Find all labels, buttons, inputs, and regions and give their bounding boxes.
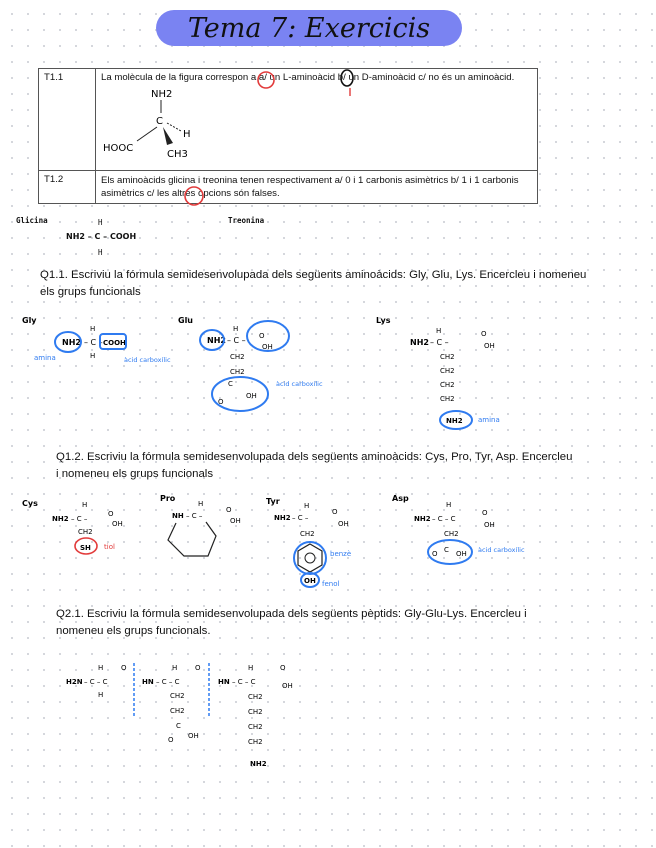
svg-text:– C – C: – C – C <box>84 678 108 686</box>
svg-text:amina: amina <box>478 416 500 424</box>
svg-text:amina: amina <box>34 354 56 362</box>
svg-text:CH2: CH2 <box>248 723 263 731</box>
svg-text:CH2: CH2 <box>170 707 185 715</box>
svg-text:CH2: CH2 <box>230 368 245 376</box>
svg-text:H: H <box>90 325 96 333</box>
svg-text:CH2: CH2 <box>230 353 245 361</box>
row-id: T1.2 <box>39 171 96 204</box>
svg-text:NH2: NH2 <box>62 338 81 347</box>
svg-text:C: C <box>444 546 449 554</box>
question-q11: Q1.1. Escriviu la fórmula semidesenvolupada dels següents aminoàcids: Gly, Glu, Lys. Encercleu i nomeneu els grups funcionals <box>40 269 587 298</box>
svg-text:NH2: NH2 <box>274 514 291 522</box>
svg-text:O: O <box>168 736 174 744</box>
glicina-sketch: Glicina Treonina H NH2 – C – COOH H <box>16 216 265 257</box>
question-q21: Q2.1. Escriviu la fórmula semidesenvolupada dels següents pèptids: Gly-Glu-Lys. Encercleu i nomeneu els grups funcionals. <box>56 608 527 637</box>
svg-text:O: O <box>121 664 127 672</box>
fig-nh2: NH2 <box>151 89 173 100</box>
svg-text:O: O <box>226 506 232 514</box>
svg-text:CH2: CH2 <box>248 708 263 716</box>
svg-text:H: H <box>198 500 204 508</box>
svg-text:àcid carboxílic: àcid carboxílic <box>124 356 171 364</box>
svg-text:O: O <box>482 509 488 517</box>
svg-text:H: H <box>446 501 452 509</box>
svg-text:OH: OH <box>112 520 123 528</box>
svg-text:CH2: CH2 <box>444 530 459 538</box>
svg-text:O: O <box>332 508 338 516</box>
svg-text:H: H <box>98 691 104 699</box>
glicina-label: Glicina <box>16 216 48 225</box>
svg-text:CH2: CH2 <box>440 381 455 389</box>
svg-text:H: H <box>248 664 254 672</box>
svg-text:OH: OH <box>304 577 316 585</box>
svg-text:OH: OH <box>282 682 293 690</box>
svg-text:CH2: CH2 <box>248 738 263 746</box>
svg-text:O: O <box>259 332 265 340</box>
svg-text:COOH: COOH <box>103 339 126 347</box>
svg-text:– C –: – C – <box>186 512 203 520</box>
svg-text:NH2: NH2 <box>410 338 429 347</box>
svg-text:H: H <box>304 502 310 510</box>
svg-text:– C – C: – C – C <box>232 678 256 686</box>
svg-text:H: H <box>172 664 178 672</box>
svg-text:O: O <box>432 550 438 558</box>
fig-ch3: CH3 <box>167 149 188 160</box>
question-q12: Q1.2. Escriviu la fórmula semidesenvolupada dels següents aminoàcids: Cys, Pro, Tyr, Asp. Encercleu i nomeneu els grups funcionals <box>56 451 573 480</box>
fig-hooc: HOOC <box>103 143 134 154</box>
svg-text:O: O <box>218 398 224 406</box>
svg-text:Asp: Asp <box>392 494 409 503</box>
svg-text:OH: OH <box>246 392 257 400</box>
svg-text:Tyr: Tyr <box>266 497 280 506</box>
svg-text:– C –: – C – <box>71 515 88 523</box>
svg-text:CH2: CH2 <box>440 395 455 403</box>
svg-text:C: C <box>176 722 181 730</box>
svg-text:O: O <box>108 510 114 518</box>
svg-text:H: H <box>233 325 239 333</box>
row-text: La molècula de la figura correspon a a/ un L-aminoàcid b/ un D-aminoàcid c/ no és un aminoàcid. <box>101 72 515 83</box>
svg-text:OH: OH <box>484 342 495 350</box>
svg-text:OH: OH <box>262 343 273 351</box>
svg-text:OH: OH <box>484 521 495 529</box>
page-title: Tema 7: Exercicis <box>187 13 431 44</box>
svg-text:NH2: NH2 <box>52 515 69 523</box>
svg-text:H: H <box>82 501 88 509</box>
svg-text:Cys: Cys <box>22 499 38 508</box>
svg-text:– C – C: – C – C <box>432 515 456 523</box>
svg-text:OH: OH <box>188 732 199 740</box>
svg-text:CH2: CH2 <box>440 353 455 361</box>
svg-text:O: O <box>481 330 487 338</box>
svg-text:C: C <box>228 380 233 388</box>
svg-text:O: O <box>195 664 201 672</box>
treonina-label: Treonina <box>228 216 265 225</box>
fig-c: C <box>156 116 163 127</box>
svg-text:Gly: Gly <box>22 316 37 325</box>
svg-text:OH: OH <box>456 550 467 558</box>
svg-text:NH2: NH2 <box>250 760 267 768</box>
svg-text:Glu: Glu <box>178 316 194 325</box>
svg-text:àcid carboxílic: àcid carboxílic <box>478 546 525 554</box>
svg-text:H: H <box>90 352 96 360</box>
svg-text:– C –: – C – <box>292 514 309 522</box>
svg-text:NH2: NH2 <box>207 336 226 345</box>
svg-text:tiol: tiol <box>104 543 115 551</box>
svg-text:SH: SH <box>80 544 91 552</box>
svg-text:CH2: CH2 <box>248 693 263 701</box>
svg-text:àcid carboxílic: àcid carboxílic <box>276 380 323 388</box>
svg-text:OH: OH <box>338 520 349 528</box>
fig-h: H <box>183 129 191 140</box>
row-id: T1.1 <box>39 69 96 171</box>
svg-text:O: O <box>280 664 286 672</box>
glicina-formula: NH2 – C – COOH <box>66 232 137 241</box>
svg-text:– C – C: – C – C <box>156 678 180 686</box>
svg-text:H2N: H2N <box>66 678 83 686</box>
svg-text:– C –: – C – <box>227 336 246 345</box>
svg-text:NH2: NH2 <box>446 417 463 425</box>
svg-text:HN: HN <box>142 678 154 686</box>
svg-text:CH2: CH2 <box>78 528 93 536</box>
svg-text:H: H <box>98 664 104 672</box>
svg-text:NH2: NH2 <box>414 515 431 523</box>
svg-text:NH: NH <box>172 512 184 520</box>
svg-text:Lys: Lys <box>376 316 391 325</box>
svg-text:CH2: CH2 <box>300 530 315 538</box>
svg-text:CH2: CH2 <box>170 692 185 700</box>
svg-text:CH2: CH2 <box>440 367 455 375</box>
svg-text:H: H <box>436 327 442 335</box>
svg-text:fenol: fenol <box>322 580 340 588</box>
svg-text:– C –: – C – <box>84 338 103 347</box>
svg-text:– C –: – C – <box>430 338 449 347</box>
svg-text:OH: OH <box>230 517 241 525</box>
svg-text:HN: HN <box>218 678 230 686</box>
row-text: Els aminoàcids glicina i treonina tenen respectivament a/ 0 i 1 carbonis asimètrics b/ 1 i 1 carbonis asimètrics c/ les altres opcions són falses. <box>96 171 538 204</box>
svg-text:Pro: Pro <box>160 494 176 503</box>
svg-text:benzè: benzè <box>330 550 352 558</box>
